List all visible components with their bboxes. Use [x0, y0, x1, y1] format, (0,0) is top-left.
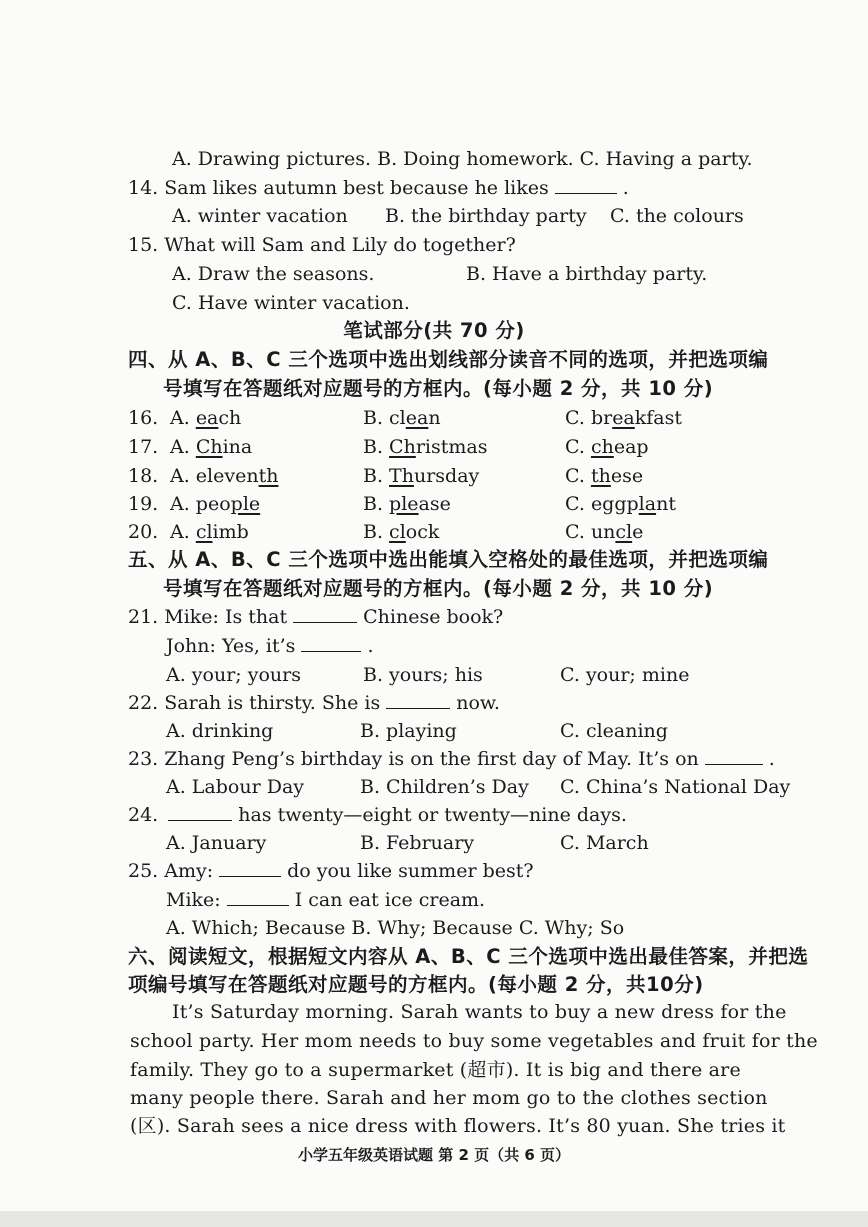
- q18-option-a: A. eleventh: [170, 465, 279, 487]
- q14-option-b: B. the birthday party: [385, 205, 587, 227]
- q18-option-c: C. these: [565, 465, 644, 487]
- q24-option-a: A. January: [166, 832, 267, 854]
- q19-option-b: B. please: [363, 493, 451, 515]
- question-14: 14. Sam likes autumn best because he likes .: [128, 177, 629, 199]
- q16-option-a: A. each: [170, 407, 242, 429]
- q17-option-c: C. cheap: [565, 436, 649, 458]
- q17-option-b: B. Christmas: [363, 436, 488, 458]
- scan-bottom-edge: [0, 1211, 868, 1227]
- question-17: 17.: [128, 436, 159, 458]
- answer-blank: [705, 748, 763, 765]
- question-18: 18.: [128, 465, 159, 487]
- q25-reply: Mike: I can eat ice cream.: [166, 889, 486, 911]
- q16-option-b: B. clean: [363, 407, 441, 429]
- q17-option-a: A. China: [170, 436, 253, 458]
- q22-option-a: A. drinking: [166, 720, 274, 742]
- q23-option-c: C. China’s National Day: [560, 776, 791, 798]
- q23-option-a: A. Labour Day: [166, 776, 305, 798]
- q15-option-b: B. Have a birthday party.: [466, 263, 708, 285]
- q14-option-c: C. the colours: [610, 205, 744, 227]
- q18-option-b: B. Thursday: [363, 465, 480, 487]
- passage-line-1: It’s Saturday morning. Sarah wants to buy a new dress for the: [172, 1001, 787, 1023]
- answer-blank: [555, 177, 617, 194]
- question-15: [128, 232, 516, 258]
- answer-blank: [227, 889, 289, 906]
- section-4-instruction-line1: 四、从 A、B、C 三个选项中选出划线部分读音不同的选项，并把选项编: [128, 348, 769, 371]
- q20-option-c: C. uncle: [565, 521, 644, 543]
- q21-option-a: A. your; yours: [166, 664, 301, 686]
- question-21: 21. Mike: Is that Chinese book?: [128, 606, 504, 628]
- q13-options: A. Drawing pictures. B. Doing homework. C. Having a party.: [172, 148, 753, 170]
- question-16: 16.: [128, 407, 159, 429]
- answer-blank: [219, 860, 281, 877]
- question-stem: What will Sam and Lily do together?: [164, 234, 516, 256]
- q21-reply: John: Yes, it’s .: [166, 635, 374, 657]
- section-4-instruction-line2: 号填写在答题纸对应题号的方框内。(每小题 2 分，共 10 分): [163, 377, 714, 400]
- passage-line-3: family. They go to a supermarket (超市). It is big and there are: [130, 1059, 741, 1081]
- answer-blank: [386, 692, 450, 709]
- q14-option-a: A. winter vacation: [172, 205, 348, 227]
- q20-option-a: A. climb: [170, 521, 249, 543]
- section-5-instruction-line2: 号填写在答题纸对应题号的方框内。(每小题 2 分，共 10 分): [163, 577, 714, 600]
- q16-option-c: C. breakfast: [565, 407, 683, 429]
- q19-option-a: A. people: [170, 493, 261, 515]
- q25-options: A. Which; Because B. Why; Because C. Why; So: [166, 917, 625, 939]
- question-24: 24. has twenty—eight or twenty—nine days.: [128, 804, 627, 826]
- question-25: 25. Amy: do you like summer best?: [128, 860, 534, 882]
- q22-option-c: C. cleaning: [560, 720, 668, 742]
- q24-option-c: C. March: [560, 832, 649, 854]
- q19-option-c: C. eggplant: [565, 493, 676, 515]
- question-stem: Sam likes autumn best because he likes: [164, 177, 549, 199]
- q22-option-b: B. playing: [360, 720, 457, 742]
- written-section-heading: 笔试部分(共 70 分): [343, 319, 525, 342]
- section-5-instruction-line1: 五、从 A、B、C 三个选项中选出能填入空格处的最佳选项，并把选项编: [128, 548, 769, 571]
- q23-option-b: B. Children’s Day: [360, 776, 529, 798]
- q15-option-a: A. Draw the seasons.: [172, 263, 375, 285]
- question-number: 14.: [128, 177, 159, 199]
- question-20: 20.: [128, 521, 159, 543]
- section-6-instruction-line1: 六、阅读短文，根据短文内容从 A、B、C 三个选项中选出最佳答案，并把选: [128, 945, 809, 968]
- section-6-instruction-line2: 项编号填写在答题纸对应题号的方框内。(每小题 2 分，共10分): [128, 973, 704, 996]
- answer-blank: [168, 804, 232, 821]
- answer-blank: [293, 606, 357, 623]
- q21-option-b: B. yours; his: [363, 664, 483, 686]
- question-number: 15.: [128, 234, 159, 256]
- answer-blank: [301, 635, 361, 652]
- q24-option-b: B. February: [360, 832, 475, 854]
- page-footer: 小学五年级英语试题 第 2 页（共 6 页）: [298, 1146, 570, 1164]
- passage-line-5: (区). Sarah sees a nice dress with flowers. It’s 80 yuan. She tries it: [130, 1115, 786, 1137]
- q20-option-b: B. clock: [363, 521, 440, 543]
- question-19: 19.: [128, 493, 159, 515]
- question-23: 23. Zhang Peng’s birthday is on the first day of May. It’s on .: [128, 748, 775, 770]
- passage-line-2: school party. Her mom needs to buy some vegetables and fruit for the: [130, 1030, 818, 1052]
- passage-line-4: many people there. Sarah and her mom go to the clothes section: [130, 1087, 768, 1109]
- q15-option-c: C. Have winter vacation.: [172, 292, 410, 314]
- q21-option-c: C. your; mine: [560, 664, 690, 686]
- question-22: 22. Sarah is thirsty. She is now.: [128, 692, 500, 714]
